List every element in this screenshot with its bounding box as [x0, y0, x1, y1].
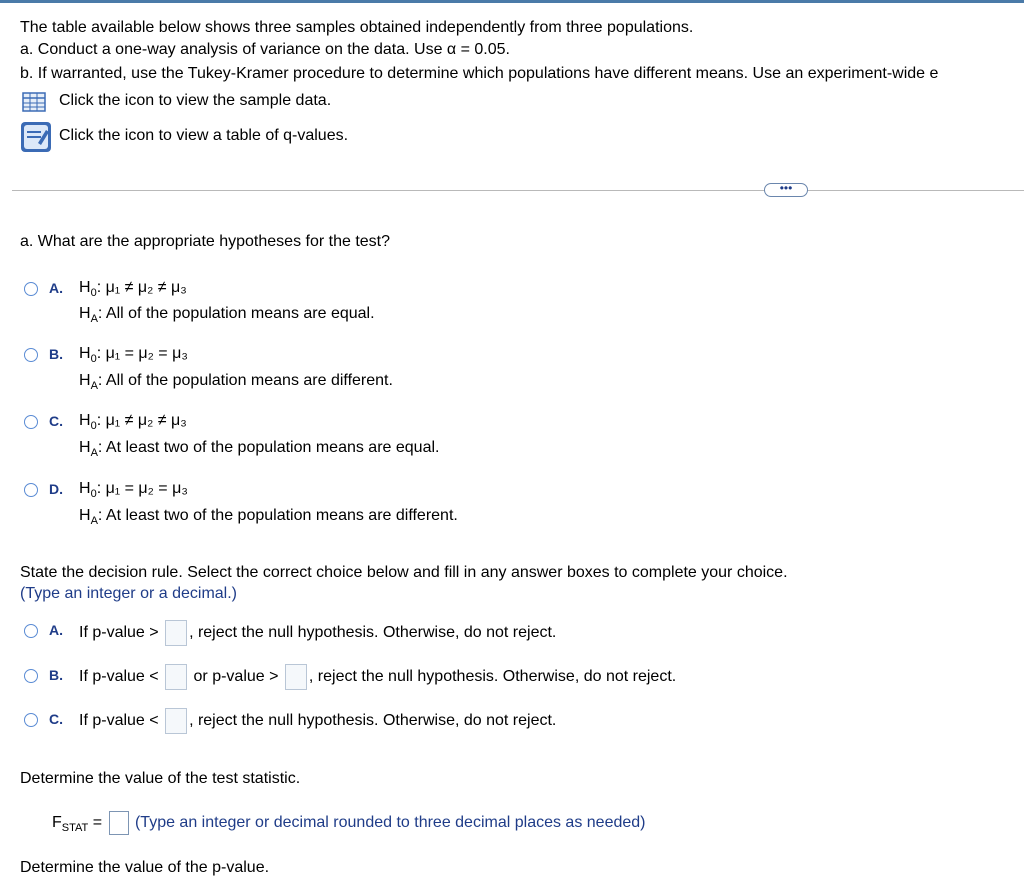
rule-option-a-post: , reject the null hypothesis. Otherwise, do not reject.	[189, 624, 557, 641]
hyp-option-c-ha: $H_A$: At least two of the population means are equal.	[79, 439, 440, 459]
rule-option-b-input-2[interactable]	[285, 664, 307, 690]
hyp-option-b-h0: $H_0$: μ₁ = μ₂ = μ₃	[79, 345, 188, 365]
rule-option-b-radio[interactable]	[24, 669, 38, 683]
rule-option-c-post: , reject the null hypothesis. Otherwise, do not reject.	[189, 712, 557, 729]
hyp-option-b-radio[interactable]	[24, 348, 38, 362]
q-values-link[interactable]: Click the icon to view a table of q-values.	[59, 127, 349, 144]
fstat-hint: (Type an integer or decimal rounded to three decimal places as needed)	[134, 814, 646, 831]
hyp-option-c-radio[interactable]	[24, 415, 38, 429]
q-table-icon[interactable]	[20, 121, 52, 158]
intro-line-1: The table available below shows three samples obtained independently from three populations.	[20, 19, 694, 36]
fstat-equals: =	[92, 814, 103, 831]
hypotheses-question: a. What are the appropriate hypotheses for the test?	[20, 233, 390, 250]
rule-option-c-radio[interactable]	[24, 713, 38, 727]
hyp-option-d-letter: D.	[49, 481, 63, 497]
hyp-option-a-letter: A.	[49, 280, 63, 296]
test-statistic-prompt: Determine the value of the test statistic.	[20, 770, 301, 787]
intro-line-2: a. Conduct a one-way analysis of variance on the data. Use α = 0.05.	[20, 41, 510, 58]
rule-option-a	[79, 619, 556, 647]
top-accent-bar	[0, 0, 1024, 3]
section-divider	[12, 190, 1024, 191]
hyp-option-d-h0: $H_0$: μ₁ = μ₂ = μ₃	[79, 480, 188, 500]
fstat-row	[52, 809, 646, 837]
rule-option-b-letter: B.	[49, 667, 63, 683]
decision-rule-hint: (Type an integer or a decimal.)	[20, 585, 237, 602]
rule-option-a-pre: If p-value >	[79, 624, 159, 641]
fstat-label-sub: STAT	[61, 822, 89, 834]
hyp-option-a-radio[interactable]	[24, 282, 38, 296]
decision-rule-prompt: State the decision rule. Select the correct choice below and fill in any answer boxes to complete your choice.	[20, 564, 788, 581]
hyp-option-d-h0-text: μ₁ = μ₂ = μ₃	[105, 480, 188, 497]
rule-option-c-letter: C.	[49, 711, 63, 727]
more-button[interactable]: •••	[764, 183, 808, 197]
hyp-option-a-h0: $H_0$: μ₁ ≠ μ₂ ≠ μ₃	[79, 279, 187, 299]
data-table-icon[interactable]	[22, 92, 46, 117]
hyp-option-c-h0-text: μ₁ ≠ μ₂ ≠ μ₃	[105, 412, 187, 429]
intro-line-3: b. If warranted, use the Tukey-Kramer procedure to determine which populations have different means. Use an experiment-wide e	[20, 65, 939, 82]
hyp-option-d-radio[interactable]	[24, 483, 38, 497]
hyp-option-c-letter: C.	[49, 413, 63, 429]
hyp-option-b-ha: $H_A$: All of the population means are different.	[79, 372, 393, 392]
hyp-option-a-ha: $H_A$: All of the population means are equal.	[79, 305, 375, 325]
rule-option-b-pre: If p-value <	[79, 668, 159, 685]
pvalue-prompt: Determine the value of the p-value.	[20, 859, 270, 876]
rule-option-b	[79, 663, 676, 691]
rule-option-c-input[interactable]	[165, 708, 187, 734]
hyp-option-b-ha-text: All of the population means are different.	[105, 372, 393, 389]
hyp-option-b-h0-text: μ₁ = μ₂ = μ₃	[105, 345, 188, 362]
rule-option-a-input[interactable]	[165, 620, 187, 646]
hyp-option-c-h0: $H_0$: μ₁ ≠ μ₂ ≠ μ₃	[79, 412, 187, 432]
fstat-input[interactable]	[109, 811, 129, 835]
rule-option-a-radio[interactable]	[24, 624, 38, 638]
hyp-option-b-letter: B.	[49, 346, 63, 362]
rule-option-c	[79, 707, 556, 735]
hyp-option-d-ha-text: At least two of the population means are different.	[105, 507, 458, 524]
rule-option-a-letter: A.	[49, 622, 63, 638]
rule-option-b-post: , reject the null hypothesis. Otherwise, do not reject.	[308, 668, 677, 685]
fstat-label-main: F	[52, 814, 62, 831]
rule-option-c-pre: If p-value <	[79, 712, 159, 729]
sample-data-link[interactable]: Click the icon to view the sample data.	[59, 92, 332, 109]
rule-option-b-input-1[interactable]	[165, 664, 187, 690]
hyp-option-c-ha-text: At least two of the population means are equal.	[105, 439, 440, 456]
hyp-option-d-ha: $H_A$: At least two of the population means are different.	[79, 507, 458, 527]
hyp-option-a-ha-text: All of the population means are equal.	[105, 305, 375, 322]
fstat-label	[52, 814, 89, 834]
hyp-option-a-h0-text: μ₁ ≠ μ₂ ≠ μ₃	[105, 279, 187, 296]
rule-option-b-mid: or p-value >	[193, 668, 279, 685]
